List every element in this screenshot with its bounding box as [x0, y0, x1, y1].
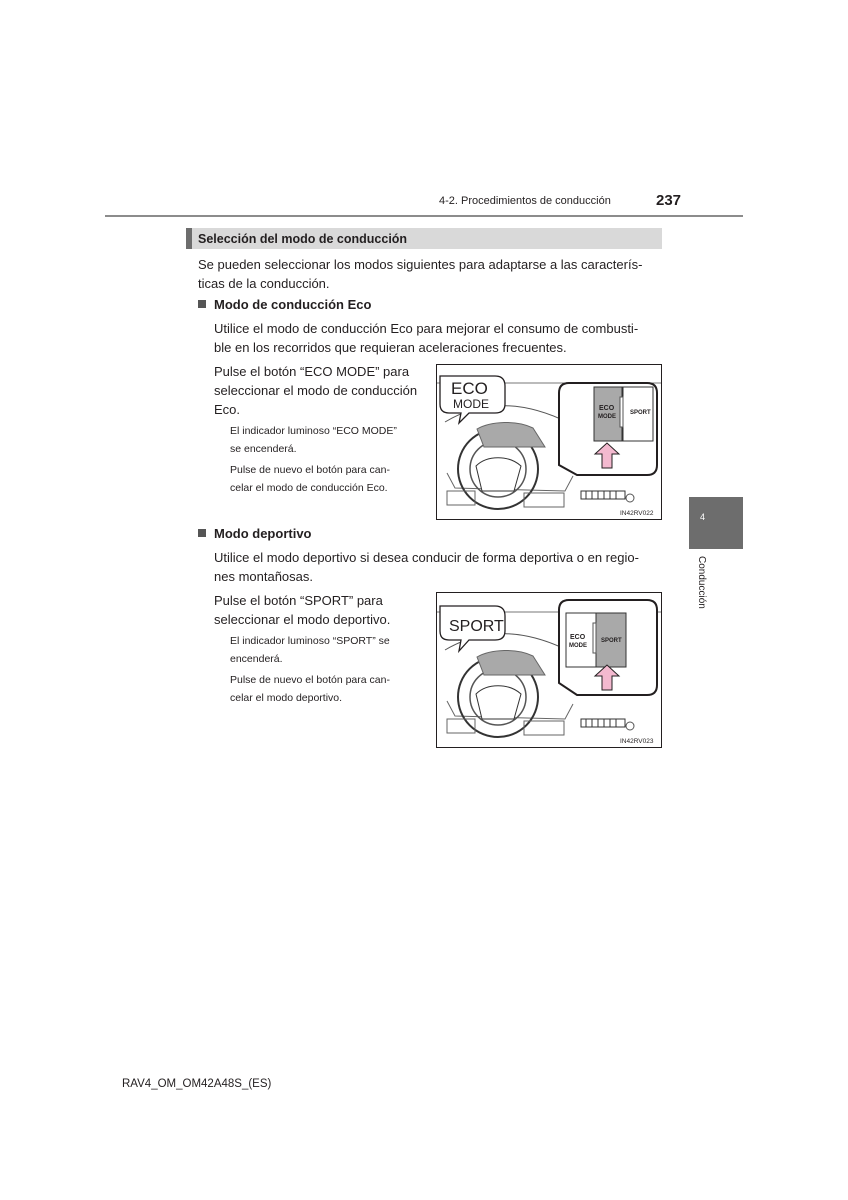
sport-description-line-1: Utilice el modo deportivo si desea conducir de forma deportiva o en regio- — [214, 550, 639, 565]
sport-instruction-line-2: seleccionar el modo deportivo. — [214, 612, 391, 627]
eco-heading — [198, 297, 371, 312]
eco-instruction-line-2: seleccionar el modo de conducción — [214, 383, 418, 398]
eco-button-label-line-2: MODE — [598, 414, 616, 420]
sport-instruction-line-1: Pulse el botón “SPORT” para — [214, 593, 383, 608]
chapter-number: 4 — [700, 512, 706, 522]
sport-note-1-line-2: encenderá. — [230, 653, 283, 665]
sport-figure-eco-label-line-2: MODE — [569, 643, 587, 649]
sport-button-label: SPORT — [630, 410, 651, 416]
eco-callout-line-2: MODE — [453, 397, 489, 411]
eco-instruction-line-1: Pulse el botón “ECO MODE” para — [214, 364, 410, 379]
sport-figure-code: IN42RV023 — [620, 738, 654, 745]
eco-note-2-line-1: Pulse de nuevo el botón para can- — [230, 464, 390, 476]
eco-mode-illustration — [437, 365, 661, 519]
footer-code: RAV4_OM_OM42A48S_(ES) — [122, 1078, 272, 1090]
eco-mode-figure — [436, 364, 662, 520]
eco-description-line-2: ble en los recorridos que requieran aceleraciones frecuentes. — [214, 340, 567, 355]
eco-figure-code: IN42RV022 — [620, 510, 654, 517]
section-title: Selección del modo de conducción — [198, 232, 408, 246]
eco-button-label-line-1: ECO — [599, 405, 615, 412]
square-bullet-icon — [198, 529, 206, 537]
page-number: 237 — [656, 192, 682, 209]
sport-callout: SPORT — [449, 618, 504, 635]
sport-heading — [198, 526, 312, 541]
sport-description-line-2: nes montañosas. — [214, 569, 314, 584]
sport-heading-text: Modo deportivo — [214, 526, 312, 541]
eco-instruction-line-3: Eco. — [214, 402, 241, 417]
eco-note-1-line-1: El indicador luminoso “ECO MODE” — [230, 425, 397, 437]
intro-line-1: Se pueden seleccionar los modos siguientes para adaptarse a las caracterís- — [198, 257, 643, 272]
sport-mode-figure — [436, 592, 662, 748]
sport-mode-illustration — [437, 593, 661, 747]
header-rule — [105, 215, 743, 217]
chapter-tab — [689, 497, 743, 549]
eco-heading-text: Modo de conducción Eco — [214, 297, 372, 312]
square-bullet-icon — [198, 300, 206, 308]
sport-note-2-line-1: Pulse de nuevo el botón para can- — [230, 674, 390, 686]
sport-note-2-line-2: celar el modo deportivo. — [230, 692, 343, 704]
header-section-title: 4-2. Procedimientos de conducción — [439, 195, 611, 207]
chapter-label: Conducción — [696, 556, 707, 609]
intro-line-2: ticas de la conducción. — [198, 276, 330, 291]
sport-figure-sport-label: SPORT — [601, 638, 622, 644]
sport-note-1-line-1: El indicador luminoso “SPORT” se — [230, 635, 390, 647]
sport-figure-eco-label-line-1: ECO — [570, 634, 586, 641]
eco-description-line-1: Utilice el modo de conducción Eco para mejorar el consumo de combusti- — [214, 321, 639, 336]
eco-callout-line-1: ECO — [451, 379, 488, 398]
eco-note-1-line-2: se encenderá. — [230, 443, 297, 455]
eco-note-2-line-2: celar el modo de conducción Eco. — [230, 482, 388, 494]
